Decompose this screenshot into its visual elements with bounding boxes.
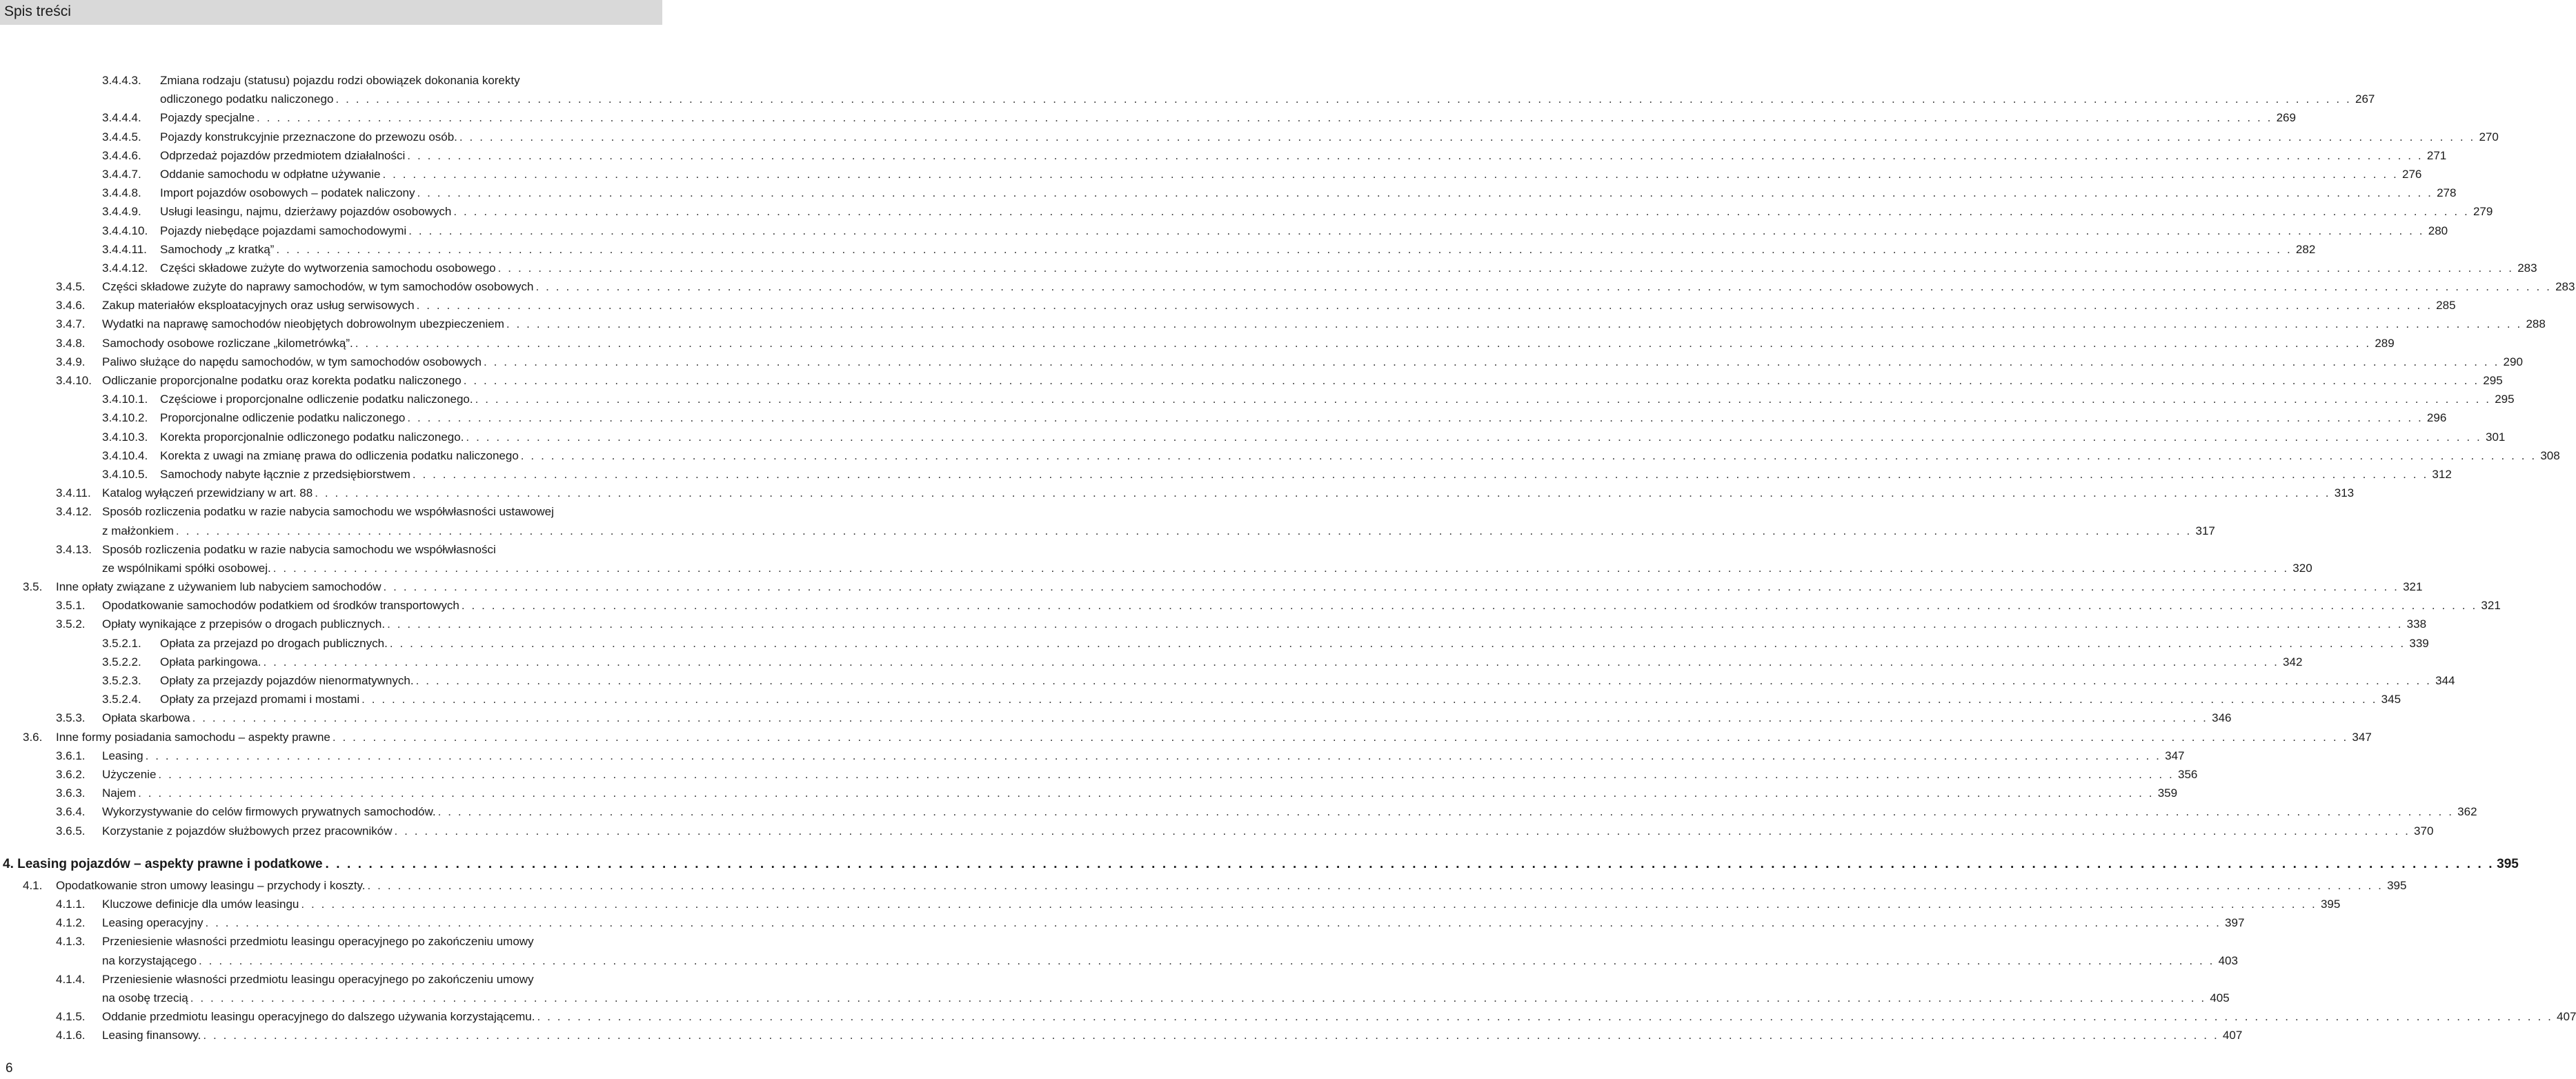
page-ref: 395 [2320,897,2341,911]
toc-entry[interactable] [0,784,2178,802]
section-title-line: Zmiana rodzaju (statusu) pojazdu rodzi obowiązek dokonania korekty [160,74,520,87]
toc-entry[interactable] [0,540,2312,577]
toc-entry[interactable] [0,895,2341,913]
dot-leader: . . . . . . . . . . . . . . . . . . . . . . . . . . . . . . . . . . . . . . . . . . . . . . . . . . . . . . . . . . . . . . . . . . . . . . . . . . . . . . . . . . . . . . . . . . . . . . . . . . . . . . . . . . . . . . . . . . . . . . . . . . . . . . . . . . . . . . . . . . . . . . . . . . . . . . . . . . . . . . . . . . . . . . . . . . . . . . . . . . . . . . . . . . . . . . . . . . . . . . . . [475,393,2491,406]
toc-entry[interactable] [0,108,2296,127]
section-number: 3.4.5. [56,280,86,294]
page-ref: 279 [2473,205,2493,219]
dot-leader: . . . . . . . . . . . . . . . . . . . . . . . . . . . . . . . . . . . . . . . . . . . . . . . . . . . . . . . . . . . . . . . . . . . . . . . . . . . . . . . . . . . . . . . . . . . . . . . . . . . . . . . . . . . . . . . . . . . . . . . . . . . . . . . . . . . . . . . . . . . . . . . . . . . . . . . . . . . . . . . . . . . . . . . . . . . . . . . . . . . . . . . . . . . . . . . . . . . . . . . . [453,205,2470,219]
page-ref: 278 [2437,186,2457,200]
dot-leader: . . . . . . . . . . . . . . . . . . . . . . . . . . . . . . . . . . . . . . . . . . . . . . . . . . . . . . . . . . . . . . . . . . . . . . . . . . . . . . . . . . . . . . . . . . . . . . . . . . . . . . . . . . . . . . . . . . . . . . . . . . . . . . . . . . . . . . . . . . . . . . . . . . . . . . . . . . . . . . . . . . . . . . . . . . . . . . . . . . . . . . . . . . . . . . . . . . . . . . . . [415,674,2432,688]
dot-leader: . . . . . . . . . . . . . . . . . . . . . . . . . . . . . . . . . . . . . . . . . . . . . . . . . . . . . . . . . . . . . . . . . . . . . . . . . . . . . . . . . . . . . . . . . . . . . . . . . . . . . . . . . . . . . . . . . . . . . . . . . . . . . . . . . . . . . . . . . . . . . . . . . . . . . . . . . . . . . . . . . . . . . . . . . . . . . . . . . . . . . . . . . . . . . . . . . . . . . . . . [203,1029,2219,1042]
section-number: 3.6.2. [56,767,86,781]
dot-leader: . . . . . . . . . . . . . . . . . . . . . . . . . . . . . . . . . . . . . . . . . . . . . . . . . . . . . . . . . . . . . . . . . . . . . . . . . . . . . . . . . . . . . . . . . . . . . . . . . . . . . . . . . . . . . . . . . . . . . . . . . . . . . . . . . . . . . . . . . . . . . . . . . . . . . . . . . . . . . . . . . . . . . . . . . . . . . . . . . . . . . . . . . . . . . . . . . . . . . . . . [382,167,2399,181]
section-title-line: Przeniesienie własności przedmiotu leasingu operacyjnego po zakończeniu umowy [102,935,534,949]
dot-leader: . . . . . . . . . . . . . . . . . . . . . . . . . . . . . . . . . . . . . . . . . . . . . . . . . . . . . . . . . . . . . . . . . . . . . . . . . . . . . . . . . . . . . . . . . . . . . . . . . . . . . . . . . . . . . . . . . . . . . . . . . . . . . . . . . . . . . . . . . . . . . . . . . . . . . . . . . . . . . . . . . . . . . . . . . . . . . . . . . . . . . . . . . . . . . . . . . . . . . . . . [437,805,2454,819]
toc-entry[interactable] [0,970,2230,1007]
section-title: Wydatki na naprawę samochodów nieobjętych dobrowolnym ubezpieczeniem [102,317,504,331]
section-number: 3.5.3. [56,711,86,725]
section-number: 3.4.10.2. [102,411,148,425]
toc-entry[interactable] [0,315,2546,333]
toc-entry[interactable] [0,615,2427,633]
section-title: Usługi leasingu, najmu, dzierżawy pojazdów osobowych [160,205,452,219]
dot-leader: . . . . . . . . . . . . . . . . . . . . . . . . . . . . . . . . . . . . . . . . . . . . . . . . . . . . . . . . . . . . . . . . . . . . . . . . . . . . . . . . . . . . . . . . . . . . . . . . . . . . . . . . . . . . . . . . . . . . . . . . . . . . . . . . . . . . . . . . . . . . . . . . . . . . . . . . . . . . . . . . . . . . . . . . . . . . . . . . . . . . . . . . . . . . . . . . . . . . . . . . [192,711,2208,725]
section-number: 3.4.4.6. [102,148,141,162]
dot-leader: . . . . . . . . . . . . . . . . . . . . . . . . . . . . . . . . . . . . . . . . . . . . . . . . . . . . . . . . . . . . . . . . . . . . . . . . . . . . . . . . . . . . . . . . . . . . . . . . . . . . . . . . . . . . . . . . . . . . . . . . . . . . . . . . . . . . . . . . . . . . . . . . . . . . . . . . . . . . . . . . . . . . . . . . . . . . . . . . . . . . . . . . . . . . . . . . . . . . . . . . [199,953,2215,967]
section-title: Wykorzystywanie do celów firmowych prywatnych samochodów. [102,805,436,819]
section-title: Części składowe zużyte do naprawy samochodów, w tym samochodów osobowych [102,280,534,294]
toc-entry[interactable] [0,259,2537,277]
page-ref: 395 [2497,856,2519,871]
toc-entry[interactable] [0,446,2560,465]
section-number: 3.4.4.10. [102,224,148,237]
dot-leader: . . . . . . . . . . . . . . . . . . . . . . . . . . . . . . . . . . . . . . . . . . . . . . . . . . . . . . . . . . . . . . . . . . . . . . . . . . . . . . . . . . . . . . . . . . . . . . . . . . . . . . . . . . . . . . . . . . . . . . . . . . . . . . . . . . . . . . . . . . . . . . . . . . . . . . . . . . . . . . . . . . . . . . . . . . . . . . . . . . . . . . . . . . . . . . . . . . . . . . . . [461,599,2477,613]
page-ref: 276 [2402,167,2422,181]
page-ref: 267 [2355,92,2375,106]
section-title: z małżonkiem [102,524,174,537]
toc-entry[interactable] [0,408,2447,427]
page-ref: 269 [2276,111,2296,125]
section-number: 4.1.1. [56,897,86,911]
section-number: 3.4.10.5. [102,467,148,481]
section-title: Katalog wyłączeń przewidziany w art. 88 [102,486,313,500]
toc-entry[interactable] [0,577,2423,596]
page-header [0,0,662,25]
section-title: Leasing [102,749,143,762]
page-ref: 282 [2295,242,2316,256]
section-number: 3.4.10. [56,374,92,388]
section-number: 3.4.4.12. [102,261,148,275]
page-ref: 313 [2334,486,2355,500]
dot-leader: . . . . . . . . . . . . . . . . . . . . . . . . . . . . . . . . . . . . . . . . . . . . . . . . . . . . . . . . . . . . . . . . . . . . . . . . . . . . . . . . . . . . . . . . . . . . . . . . . . . . . . . . . . . . . . . . . . . . . . . . . . . . . . . . . . . . . . . . . . . . . . . . . . . . . . . . . . . . . . . . . . . . . . . . . . . . . . . . . . . . . . . . . . . . . . . . . . . . . . . . [497,261,2514,275]
page-ref: 407 [2557,1010,2576,1024]
section-number: 3.4.4.8. [102,186,141,200]
toc-entry[interactable] [0,913,2245,932]
page-ref: 359 [2157,786,2178,800]
page-ref: 342 [2283,655,2303,669]
page-ref: 312 [2432,467,2452,481]
section-number: 3.4.4.4. [102,111,141,125]
section-title: Import pojazdów osobowych – podatek naliczony [160,186,415,200]
dot-leader: . . . . . . . . . . . . . . . . . . . . . . . . . . . . . . . . . . . . . . . . . . . . . . . . . . . . . . . . . . . . . . . . . . . . . . . . . . . . . . . . . . . . . . . . . . . . . . . . . . . . . . . . . . . . . . . . . . . . . . . . . . . . . . . . . . . . . . . . . . . . . . . . . . . . . . . . . . . . . . . . . . . . . . . . . . . . . . . . . . . . . . . . . . . . . . . . . . . . . . . . [459,130,2475,143]
section-title: Korzystanie z pojazdów służbowych przez pracowników [102,824,393,838]
section-title: Samochody nabyte łącznie z przedsiębiorstwem [160,467,410,481]
section-title: Leasing operacyjny [102,916,204,930]
toc-entry[interactable] [0,746,2185,765]
section-number: 3.6.5. [56,824,86,838]
dot-leader: . . . . . . . . . . . . . . . . . . . . . . . . . . . . . . . . . . . . . . . . . . . . . . . . . . . . . . . . . . . . . . . . . . . . . . . . . . . . . . . . . . . . . . . . . . . . . . . . . . . . . . . . . . . . . . . . . . . . . . . . . . . . . . . . . . . . . . . . . . . . . . . . . . . . . . . . . . . . . . . . . . . . . . . . . . . . . . . . . . . . . . . . . . . . . . . . . . . . . . . . [138,786,2154,800]
dot-leader: . . . . . . . . . . . . . . . . . . . . . . . . . . . . . . . . . . . . . . . . . . . . . . . . . . . . . . . . . . . . . . . . . . . . . . . . . . . . . . . . . . . . . . . . . . . . . . . . . . . . . . . . . . . . . . . . . . . . . . . . . . . . . . . . . . . . . . . . . . . . . . . . . . . . . . . . . . . . . . . . . . . . . . . . . . . . . . . . . . . . . . . . . . . . . . . . . . . . . . . . [463,374,2479,388]
section-number: 4.1.6. [56,1029,86,1042]
chapter-title: 4. Leasing pojazdów – aspekty prawne i podatkowe [3,856,323,871]
dot-leader: . . . . . . . . . . . . . . . . . . . . . . . . . . . . . . . . . . . . . . . . . . . . . . . . . . . . . . . . . . . . . . . . . . . . . . . . . . . . . . . . . . . . . . . . . . . . . . . . . . . . . . . . . . . . . . . . . . . . . . . . . . . . . . . . . . . . . . . . . . . . . . . . . . . . . . . . . . . . . . . . . . . . . . . . . . . . . . . . . . . . . . . . . . . . . . . . . . . . . . . . [506,317,2522,331]
page-ref: 362 [2457,805,2477,819]
page-ref: 283 [2517,261,2537,275]
page-ref: 295 [2495,393,2515,406]
dot-leader: . . . . . . . . . . . . . . . . . . . . . . . . . . . . . . . . . . . . . . . . . . . . . . . . . . . . . . . . . . . . . . . . . . . . . . . . . . . . . . . . . . . . . . . . . . . . . . . . . . . . . . . . . . . . . . . . . . . . . . . . . . . . . . . . . . . . . . . . . . . . . . . . . . . . . . . . . . . . . . . . . . . . . . . . . . . . . . . . . . . . . . . . . . . . . . . . . . . . . . . . [407,411,2424,425]
page-ref: 270 [2479,130,2499,143]
section-title: Proporcjonalne odliczenie podatku naliczonego [160,411,406,425]
section-title-line: Sposób rozliczenia podatku w razie nabycia samochodu we współwłasności [102,542,496,556]
toc-entry[interactable] [0,390,2515,408]
page-ref: 320 [2292,561,2312,575]
section-number: 3.4.4.7. [102,167,141,181]
section-number: 3.5.1. [56,599,86,613]
section-number: 4.1.2. [56,916,86,930]
dot-leader: . . . . . . . . . . . . . . . . . . . . . . . . . . . . . . . . . . . . . . . . . . . . . . . . . . . . . . . . . . . . . . . . . . . . . . . . . . . . . . . . . . . . . . . . . . . . . . . . . . . . . . . . . . . . . . . . . . . . . . . . . . . . . . . . . . . . . . . . . . . . . . . . . . . . . . . . . . . . . . . . . . . . . . . . . . . . . . . . . . . . . . . . . . . . . . . . . . . . . . . . [520,448,2537,462]
section-title: Samochody osobowe rozliczane „kilometrówką”. [102,336,353,350]
section-title: Samochody „z kratką” [160,242,275,256]
page-ref: 321 [2403,580,2423,594]
section-title: Opłata skarbowa [102,711,190,725]
section-number: 3.4.4.3. [102,74,141,87]
toc-entry[interactable] [0,653,2303,671]
toc-entry[interactable] [0,634,2429,653]
toc-entry[interactable] [0,822,2434,840]
page-ref: 301 [2485,430,2506,444]
toc-entry[interactable] [0,146,2447,165]
section-title: Oddanie przedmiotu leasingu operacyjnego do dalszego używania korzystającemu. [102,1010,535,1024]
table-of-contents [0,71,2576,1045]
toc-entry[interactable] [0,1026,2243,1045]
section-number: 4.1.5. [56,1010,86,1024]
section-title: Oddanie samochodu w odpłatne używanie [160,167,381,181]
section-number: 3.4.4.5. [102,130,141,143]
toc-entry[interactable] [0,465,2452,484]
toc-entry[interactable] [0,353,2523,371]
dot-leader: . . . . . . . . . . . . . . . . . . . . . . . . . . . . . . . . . . . . . . . . . . . . . . . . . . . . . . . . . . . . . . . . . . . . . . . . . . . . . . . . . . . . . . . . . . . . . . . . . . . . . . . . . . . . . . . . . . . . . . . . . . . . . . . . . . . . . . . . . . . . . . . . . . . . . . . . . . . . . . . . . . . . . . . . . . . . . . . . . . . . . . . . . . . . . . . . . . . . . . . . [535,280,2552,294]
section-title: Zakup materiałów eksploatacyjnych oraz usług serwisowych [102,299,415,313]
section-number: 3.6.3. [56,786,86,800]
dot-leader: . . . . . . . . . . . . . . . . . . . . . . . . . . . . . . . . . . . . . . . . . . . . . . . . . . . . . . . . . . . . . . . . . . . . . . . . . . . . . . . . . . . . . . . . . . . . . . . . . . . . . . . . . . . . . . . . . . . . . . . . . . . . . . . . . . . . . . . . . . . . . . . . . . . . . . . . . . . . . . . . . . . . . . . . . . . . . . . . . . . . . . . . . . . . . . . . . . . . . . . . [367,878,2384,892]
page-ref: 285 [2436,299,2456,313]
dot-leader: . . . . . . . . . . . . . . . . . . . . . . . . . . . . . . . . . . . . . . . . . . . . . . . . . . . . . . . . . . . . . . . . . . . . . . . . . . . . . . . . . . . . . . . . . . . . . . . . . . . . . . . . . . . . . . . . . . . . . . . . . . . . . . . . . . . . . . . . . . . . . . . . . . . . . . . . . . . . . . . . . . . . . . . . . . . . . . . . . . . . . . . . . . . . . . . . . . . . . . . . [387,617,2404,631]
section-number: 3.4.11. [56,486,91,500]
section-title: Korekta z uwagi na zmianę prawa do odliczenia podatku naliczonego [160,448,519,462]
toc-entry[interactable] [0,165,2422,184]
dot-leader: . . . . . . . . . . . . . . . . . . . . . . . . . . . . . . . . . . . . . . . . . . . . . . . . . . . . . . . . . . . . . . . . . . . . . . . . . . . . . . . . . . . . . . . . . . . . . . . . . . . . . . . . . . . . . . . . . . . . . . . . . . . . . . . . . . . . . . . . . . . . . . . . . . . . . . . . . . . . . . . . . . . . . . . . . . . . . . . . . . . . . . . . . . . . . . . . . . . . . . . . [175,524,2192,537]
page-ref: 296 [2426,411,2447,425]
dot-leader: . . . . . . . . . . . . . . . . . . . . . . . . . . . . . . . . . . . . . . . . . . . . . . . . . . . . . . . . . . . . . . . . . . . . . . . . . . . . . . . . . . . . . . . . . . . . . . . . . . . . . . . . . . . . . . . . . . . . . . . . . . . . . . . . . . . . . . . . . . . . . . . . . . . . . . . . . . . . . . . . . . . . . . . . . . . . . . . . . . . . . . . . . . . . . . . . . . . . . . . . [383,580,2399,594]
page-ref: 289 [2375,336,2395,350]
dot-leader: . . . . . . . . . . . . . . . . . . . . . . . . . . . . . . . . . . . . . . . . . . . . . . . . . . . . . . . . . . . . . . . . . . . . . . . . . . . . . . . . . . . . . . . . . . . . . . . . . . . . . . . . . . . . . . . . . . . . . . . . . . . . . . . . . . . . . . . . . . . . . . . . . . . . . . . . . . . . . . . . . . . . . . . . . . . . . . . . . . . . . . . . . . . . . . . . . . . . . . . . [483,355,2499,368]
section-number: 3.4.13. [56,542,92,556]
toc-entry[interactable] [0,184,2457,202]
dot-leader: . . . . . . . . . . . . . . . . . . . . . . . . . . . . . . . . . . . . . . . . . . . . . . . . . . . . . . . . . . . . . . . . . . . . . . . . . . . . . . . . . . . . . . . . . . . . . . . . . . . . . . . . . . . . . . . . . . . . . . . . . . . . . . . . . . . . . . . . . . . . . . . . . . . . . . . . . . . . . . . . . . . . . . . . . . . . . . . . . . . . . . . . . . . . . . . . . . . . . . . . [190,991,2206,1004]
page-ref: 280 [2428,224,2448,237]
section-number: 3.4.10.1. [102,393,148,406]
page-ref: 395 [2387,878,2407,892]
section-title: Opłata za przejazd po drogach publicznych. [160,636,388,650]
section-title: Leasing finansowy. [102,1029,201,1042]
page-number: 6 [6,1061,13,1076]
section-title: Opłaty za przejazd promami i mostami [160,693,360,706]
page-ref: 283 [2555,280,2575,294]
page-ref: 407 [2222,1029,2243,1042]
dot-leader: . . . . . . . . . . . . . . . . . . . . . . . . . . . . . . . . . . . . . . . . . . . . . . . . . . . . . . . . . . . . . . . . . . . . . . . . . . . . . . . . . . . . . . . . . . . . . . . . . . . . . . . . . . . . . . . . . . . . . . . . . . . . . . . . . . . . . . . . . . . . . . . . . . . . . . . . . . . . . . . . . . . . . . . . . . . . . . . . . . . . . . . . . . . . . . . . . . . . . . . . [394,824,2410,838]
section-number: 3.4.10.3. [102,430,148,444]
dot-leader: . . . . . . . . . . . . . . . . . . . . . . . . . . . . . . . . . . . . . . . . . . . . . . . . . . . . . . . . . . . . . . . . . . . . . . . . . . . . . . . . . . . . . . . . . . . . . . . . . . . . . . . . . . . . . . . . . . . . . . . . . . . . . . . . . . . . . . . . . . . . . . . . . . . . . . . . . . . . . . . . . . . . . . . . . . . . . . . . . . . . . . . . . . . . . . . . . . . . . . . . [466,430,2482,444]
section-title: Odprzedaż pojazdów przedmiotem działalności [160,148,406,162]
section-number: 3.5.2.4. [102,693,141,706]
section-number: 3.4.4.11. [102,242,147,256]
dot-leader: . . . . . . . . . . . . . . . . . . . . . . . . . . . . . . . . . . . . . . . . . . . . . . . . . . . . . . . . . . . . . . . . . . . . . . . . . . . . . . . . . . . . . . . . . . . . . . . . . . . . . . . . . . . . . . . . . . . . . . . . . . . . . . . . . . . . . . . . . . . . . . . . . . . . . . . . . . . . . . . . . . . . . . . . . . . . . . . . . . . . . . . . . . . . . . . . . . . . . . . . [335,92,2352,106]
section-number: 3.5.2.2. [102,655,141,669]
dot-leader: . . . . . . . . . . . . . . . . . . . . . . . . . . . . . . . . . . . . . . . . . . . . . . . . . . . . . . . . . . . . . . . . . . . . . . . . . . . . . . . . . . . . . . . . . . . . . . . . . . . . . . . . . . . . . . . . . . . . . . . . . . . . . . . . . . . . . . . . . . . . . . . . . . . . . . . . . . . . . . . . . . . . . . . . . . . . . . . . . . . . . . . . . . . . . . . . . . . . . . . . [412,467,2428,481]
section-title: Najem [102,786,137,800]
page-ref: 338 [2406,617,2427,631]
page-ref: 356 [2177,767,2198,781]
toc-entry[interactable] [0,484,2355,502]
section-number: 3.6. [23,730,43,744]
section-title: Części składowe zużyte do wytworzenia samochodu osobowego [160,261,496,275]
dot-leader: . . . . . . . . . . . . . . . . . . . . . . . . . . . . . . . . . . . . . . . . . . . . . . . . . . . . . . . . . . . . . . . . . . . . . . . . . . . . . . . . . . . . . . . . . . . . . . . . . . . . . . . . . . . . . . . . . . . . . . . . . . . . . . . . . . . . . . . . . . . . . . . . . . . . . . . . . . . . . . . . . . . . . . . . . . . . . . . . . . . . . . . . . . . . . . . . . . . . . . . . [407,148,2424,162]
toc-entry[interactable] [0,1007,2576,1026]
dot-leader: . . . . . . . . . . . . . . . . . . . . . . . . . . . . . . . . . . . . . . . . . . . . . . . . . . . . . . . . . . . . . . . . . . . . . . . . . . . . . . . . . . . . . . . . . . . . . . . . . . . . . . . . . . . . . . . . . . . . . . . . . . . . . . . . . . . . . . . . . . . . . . . . . . . . . . . . . . . . . . . . . . . . . . . . . . . . . . . . . . . . . . . . . . . . . . . . . . . . . . . . [158,767,2174,781]
dot-leader: . . . . . . . . . . . . . . . . . . . . . . . . . . . . . . . . . . . . . . . . . . . . . . . . . . . . . . . . . . . . . . . . . . . . . . . . . . . . . . . . . . . . . . . . . . . . . . . . . . . . . . . . . . . . . . . . . . . . . . . . . . . . . . . . . . . . . . . . . . . . . . . . . . . . . . . . . . . . . . . . . . . . . . . . . . . . . . . . . . . . . . . . . . . . . . . . . . . . . . . . [332,730,2348,744]
section-number: 3.4.7. [56,317,86,331]
page-ref: 308 [2540,448,2560,462]
dot-leader: . . . . . . . . . . . . . . . . . . . . . . . . . . . . . . . . . . . . . . . . . . . . . . . . . . . . . . . . . . . . . . . . . . . . . . . . . . . . . . . . . . . . . . . . . . . . . . . . . . . . . . . . . . . . . . . . . . . . . . . . . . . . . . . . . . . . . . . . . . . . . . . . . . . . . . . . . . . . . . . . . . . . . . . . . . . . . . . . . . . . . . . . . . . . . . . . . . . . . . . . [257,111,2272,125]
section-title: Inne formy posiadania samochodu – aspekty prawne [56,730,330,744]
section-title: ze wspólnikami spółki osobowej. [102,561,271,575]
toc-entry[interactable] [0,428,2506,446]
section-title: Częściowe i proporcjonalne odliczenie podatku naliczonego. [160,393,473,406]
section-title: Pojazdy specjalne [160,111,255,125]
page-ref: 271 [2426,148,2447,162]
dot-leader: . . . . . . . . . . . . . . . . . . . . . . . . . . . . . . . . . . . . . . . . . . . . . . . . . . . . . . . . . . . . . . . . . . . . . . . . . . . . . . . . . . . . . . . . . . . . . . . . . . . . . . . . . . . . . . . . . . . . . . . . . . . . . . . . . . . . . . . . . . . . . . . . . . . . . . . . . . . . . . . . . . . . . . . . . . . . . . . . . . . . . . . . . . . . . . . . . . . . . . . . [408,224,2425,237]
section-number: 3.4.6. [56,299,86,313]
section-number: 4.1.4. [56,972,86,986]
toc-entry[interactable] [0,728,2372,746]
section-title: Opłaty wynikające z przepisów o drogach publicznych. [102,617,386,631]
page-ref: 290 [2503,355,2523,368]
section-number: 3.5.2.1. [102,636,141,650]
dot-leader: . . . . . . . . . . . . . . . . . . . . . . . . . . . . . . . . . . . . . . . . . . . . . . . . . . . . . . . . . . . . . . . . . . . . . . . . . . . . . . . . . . . . . . . . . . . . . . . . . . . . . . . . . . . . . . . . . . . . . . . . . . . . . . . . . . . . . . . . . . . . . . . . . . . . . . . . . . . . . . . . . . . . . . . . . . . . . . . . . . . . . . . . . . . . . . . . . . . . . . . . [416,299,2433,313]
page-ref: 347 [2165,749,2185,762]
toc-entry[interactable] [0,709,2232,727]
section-title: Użyczenie [102,767,157,781]
section-number: 3.4.4.9. [102,205,141,219]
toc-entry[interactable] [0,932,2238,969]
section-title: na korzystającego [102,953,197,967]
section-number: 3.6.1. [56,749,86,762]
page-ref: 288 [2526,317,2546,331]
dot-leader: . . . . . . . . . . . . . . . . . . . . . . . . . . . . . . . . . . . . . . . . . . . . . . . . . . . . . . . . . . . . . . . . . . . . . . . . . . . . . . . . . . . . . . . . . . . . . . . . . . . . . . . . . . . . . . . . . . . . . . . . . . . . . . . . . . . . . . . . . . . . . . . . . . . . . . . . . . . . . . . . . . . . . . . . . . . . . . . . . . . . . . . . . . . . . . . . . . . . . . . . [315,486,2331,500]
dot-leader: . . . . . . . . . . . . . . . . . . . . . . . . . . . . . . . . . . . . . . . . . . . . . . . . . . . . . . . . . . . . . . . . . . . . . . . . . . . . . . . . . . . . . . . . . . . . . . . . . . . . . . . . . . . . . . . . . . . . . . . . . . . . . . . . . . . . . . . . . . . . . . . . . . . . . . . . . . . . . . . . . . . . . . . . . . . . . . . . . . . . . . . . . . . . . . . . . . . . . . . . [276,242,2292,256]
dot-leader: . . . . . . . . . . . . . . . . . . . . . . . . . . . . . . . . . . . . . . . . . . . . . . . . . . . . . . . . . . . . . . . . . . . . . . . . . . . . . . . . . . . . . . . . . . . . . . . . . . . . . . . . . . . . . . . . . . . . . . . . . . . . . . . . . . . . . . . . . . . . . . . . . . . . . . . . . . . . . . . . . . . . . . . . . . . . . . . . . . . . . . . . . . . . . . . . . . . . . . . . [301,897,2317,911]
toc-entry[interactable] [0,690,2401,709]
section-number: 3.6.4. [56,805,86,819]
section-title: Pojazdy konstrukcyjnie przeznaczone do przewozu osób. [160,130,457,143]
page-ref: 347 [2352,730,2372,744]
page-ref: 317 [2195,524,2215,537]
section-title: Opłata parkingowa. [160,655,261,669]
section-number: 3.5.2.3. [102,674,141,688]
section-number: 4.1.3. [56,935,86,949]
toc-entry[interactable] [0,277,2575,296]
dot-leader: . . . . . . . . . . . . . . . . . . . . . . . . . . . . . . . . . . . . . . . . . . . . . . . . . . . . . . . . . . . . . . . . . . . . . . . . . . . . . . . . . . . . . . . . . . . . . . . . . . . . . . . . . . . . . . . . . . . . . . . . . . . . . . . . . . . . . . . . . . . . . . . . . . . . . . . . . . . . . . . . . . . . . . . . . . . . . . . . . . . . . . . . . . . . . . . . . . . . . . . . [273,561,2289,575]
section-title: na osobę trzecią [102,991,188,1004]
section-title: Kluczowe definicje dla umów leasingu [102,897,299,911]
toc-entry[interactable] [0,802,2477,821]
toc-entry[interactable] [0,596,2501,615]
page-ref: 295 [2483,374,2503,388]
page-title: Spis treści [4,3,71,19]
page-ref: 321 [2481,599,2501,613]
toc-entry[interactable] [0,221,2448,240]
section-title: Odliczanie proporcjonalne podatku oraz korekta podatku naliczonego [102,374,462,388]
toc-entry[interactable] [0,71,2375,108]
toc-entry[interactable] [0,202,2493,221]
page-ref: 370 [2414,824,2434,838]
section-number: 3.5. [23,580,43,594]
section-title: Opodatkowanie stron umowy leasingu – przychody i koszty. [56,878,366,892]
toc-entry[interactable] [0,296,2456,315]
page-ref: 345 [2381,693,2401,706]
section-number: 3.4.9. [56,355,86,368]
page-ref: 339 [2409,636,2429,650]
toc-entry[interactable] [0,334,2395,353]
dot-leader: . . . . . . . . . . . . . . . . . . . . . . . . . . . . . . . . . . . . . . . . . . . . . . . . . . . . . . . . . . . . . . . . . . . . . . . . . . . . . . . . . . . . . . . . . . . . . . . . . . . . . . . . . . . . . . . . . . . . . . . . . . . . . . . . . . . . . . . . . . . . . . . . . . . . . . . . . . . . . . . . . . . . . . . . . . . . . . . . . . . . . . . . . . . . . . . . . . . . . . . . [389,636,2406,650]
page-ref: 403 [2218,953,2238,967]
toc-entry[interactable] [0,765,2198,784]
page-ref: 344 [2435,674,2455,688]
toc-chapter-entry[interactable] [0,853,2519,876]
toc-entry[interactable] [0,671,2455,690]
page-ref: 405 [2210,991,2230,1004]
page-ref: 397 [2225,916,2245,930]
section-title: Paliwo służące do napędu samochodów, w tym samochodów osobowych [102,355,482,368]
page-ref: 346 [2212,711,2232,725]
section-number: 3.5.2. [56,617,86,631]
section-title: Pojazdy niebędące pojazdami samochodowymi [160,224,407,237]
dot-leader: . . . . . . . . . . . . . . . . . . . . . . . . . . . . . . . . . . . . . . . . . . . . . . . . . . . . . . . . . . . . . . . . . . . . . . . . . . . . . . . . . . . . . . . . . . . . . . . . . . . . . . . . . . . . . . . . . . . . . . . . . . . . . . . . . . . . . . . . . . . . . . . . . . . . . . . . . . . . . . . . . . . . . . . . . . . . . . . . . . . . . . . . . . . . . . . . . . . . . . . . [355,336,2371,350]
dot-leader: . . . . . . . . . . . . . . . . . . . . . . . . . . . . . . . . . . . . . . . . . . . . . . . . . . . . . . . . . . . . . . . . . . . . . . . . . . . . . . . . . . . . . . . . . . . . . . . . . . . . . . . . . . . . . . . . . . . . . . . . . . . . . . . . . . . . . . . . . . . . . . . . . . . . . . . . . . . . . . . . . . . . . . . . . . . . . . . . . . . . . . . . . . . . . . . . . . . . . . . . [361,693,2378,706]
toc-entry[interactable] [0,371,2503,390]
toc-entry[interactable] [0,876,2407,895]
dot-leader: . . . . . . . . . . . . . . . . . . . . . . . . . . . . . . . . . . . . . . . . . . . . . . . . . . . . . . . . . . . . . . . . . . . . . . . . . . . . . . . . . . . . . . . . . . . . . . . . . . . . . . . . . . . . . . . . . . . . . . . . . . . . . . . . . . . . . . . . . . . . . . . . . . . . . . . . . . . . . . . . . . . . . . . . . . . . . . . . . . . . . . . . . . . . . . . . . . . . . . . . [145,749,2161,762]
section-title: odliczonego podatku naliczonego [160,92,334,106]
section-title: Opodatkowanie samochodów podatkiem od środków transportowych [102,599,459,613]
section-number: 3.4.12. [56,505,92,519]
section-title-line: Sposób rozliczenia podatku w razie nabycia samochodu we współwłasności ustawowej [102,505,554,519]
toc-entry[interactable] [0,128,2499,146]
section-number: 3.4.10.4. [102,448,148,462]
dot-leader: . . . . . . . . . . . . . . . . . . . . . . . . . . . . . . . . . . . . . . . . . . . . . . . . . . . . . . . . . . . . . . . . . . . . . . . . . . . . . . . . . . . . . . . . . . . . . . . . . . . . . . . . . . . . . . . . . . . . . . . . . . . . . . . . . . . . . . . . . . . . . . . . . . . . . . . . . . . . . . . . . . . . . . . . . . . . . . . . . . . . . . . . . . . . . . . . . . . . . . . . [205,916,2221,930]
dot-leader: . . . . . . . . . . . . . . . . . . . . . . . . . . . . . . . . . . . . . . . . . . . . . . . . . . . . . . . . . . . . . . . . . . . . . . . . . . . . . . . . . . . . . . . . . . . . . . . . . . . . . . . . . . . . . . . . . . . . . . . . . . . . . . . . . . . . . . . . . . . . . . . . . . . . . . . . . . . . . . . . . . . . . . . . . . . . . . . . . . . . . . . . . . . . . . . . . . . . . . . . [325,856,2495,871]
dot-leader: . . . . . . . . . . . . . . . . . . . . . . . . . . . . . . . . . . . . . . . . . . . . . . . . . . . . . . . . . . . . . . . . . . . . . . . . . . . . . . . . . . . . . . . . . . . . . . . . . . . . . . . . . . . . . . . . . . . . . . . . . . . . . . . . . . . . . . . . . . . . . . . . . . . . . . . . . . . . . . . . . . . . . . . . . . . . . . . . . . . . . . . . . . . . . . . . . . . . . . . . [417,186,2433,200]
section-number: 4.1. [23,878,43,892]
section-number: 3.4.8. [56,336,86,350]
section-title: Inne opłaty związane z używaniem lub nabyciem samochodów [56,580,382,594]
dot-leader: . . . . . . . . . . . . . . . . . . . . . . . . . . . . . . . . . . . . . . . . . . . . . . . . . . . . . . . . . . . . . . . . . . . . . . . . . . . . . . . . . . . . . . . . . . . . . . . . . . . . . . . . . . . . . . . . . . . . . . . . . . . . . . . . . . . . . . . . . . . . . . . . . . . . . . . . . . . . . . . . . . . . . . . . . . . . . . . . . . . . . . . . . . . . . . . . . . . . . . . . [263,655,2279,669]
toc-entry[interactable] [0,240,2316,259]
section-title-line: Przeniesienie własności przedmiotu leasingu operacyjnego po zakończeniu umowy [102,972,534,986]
dot-leader: . . . . . . . . . . . . . . . . . . . . . . . . . . . . . . . . . . . . . . . . . . . . . . . . . . . . . . . . . . . . . . . . . . . . . . . . . . . . . . . . . . . . . . . . . . . . . . . . . . . . . . . . . . . . . . . . . . . . . . . . . . . . . . . . . . . . . . . . . . . . . . . . . . . . . . . . . . . . . . . . . . . . . . . . . . . . . . . . . . . . . . . . . . . . . . . . . . . . . . . . [537,1010,2553,1024]
section-title: Opłaty za przejazdy pojazdów nienormatywnych. [160,674,414,688]
toc-entry[interactable] [0,502,2215,540]
section-title: Korekta proporcjonalnie odliczonego podatku naliczonego. [160,430,464,444]
